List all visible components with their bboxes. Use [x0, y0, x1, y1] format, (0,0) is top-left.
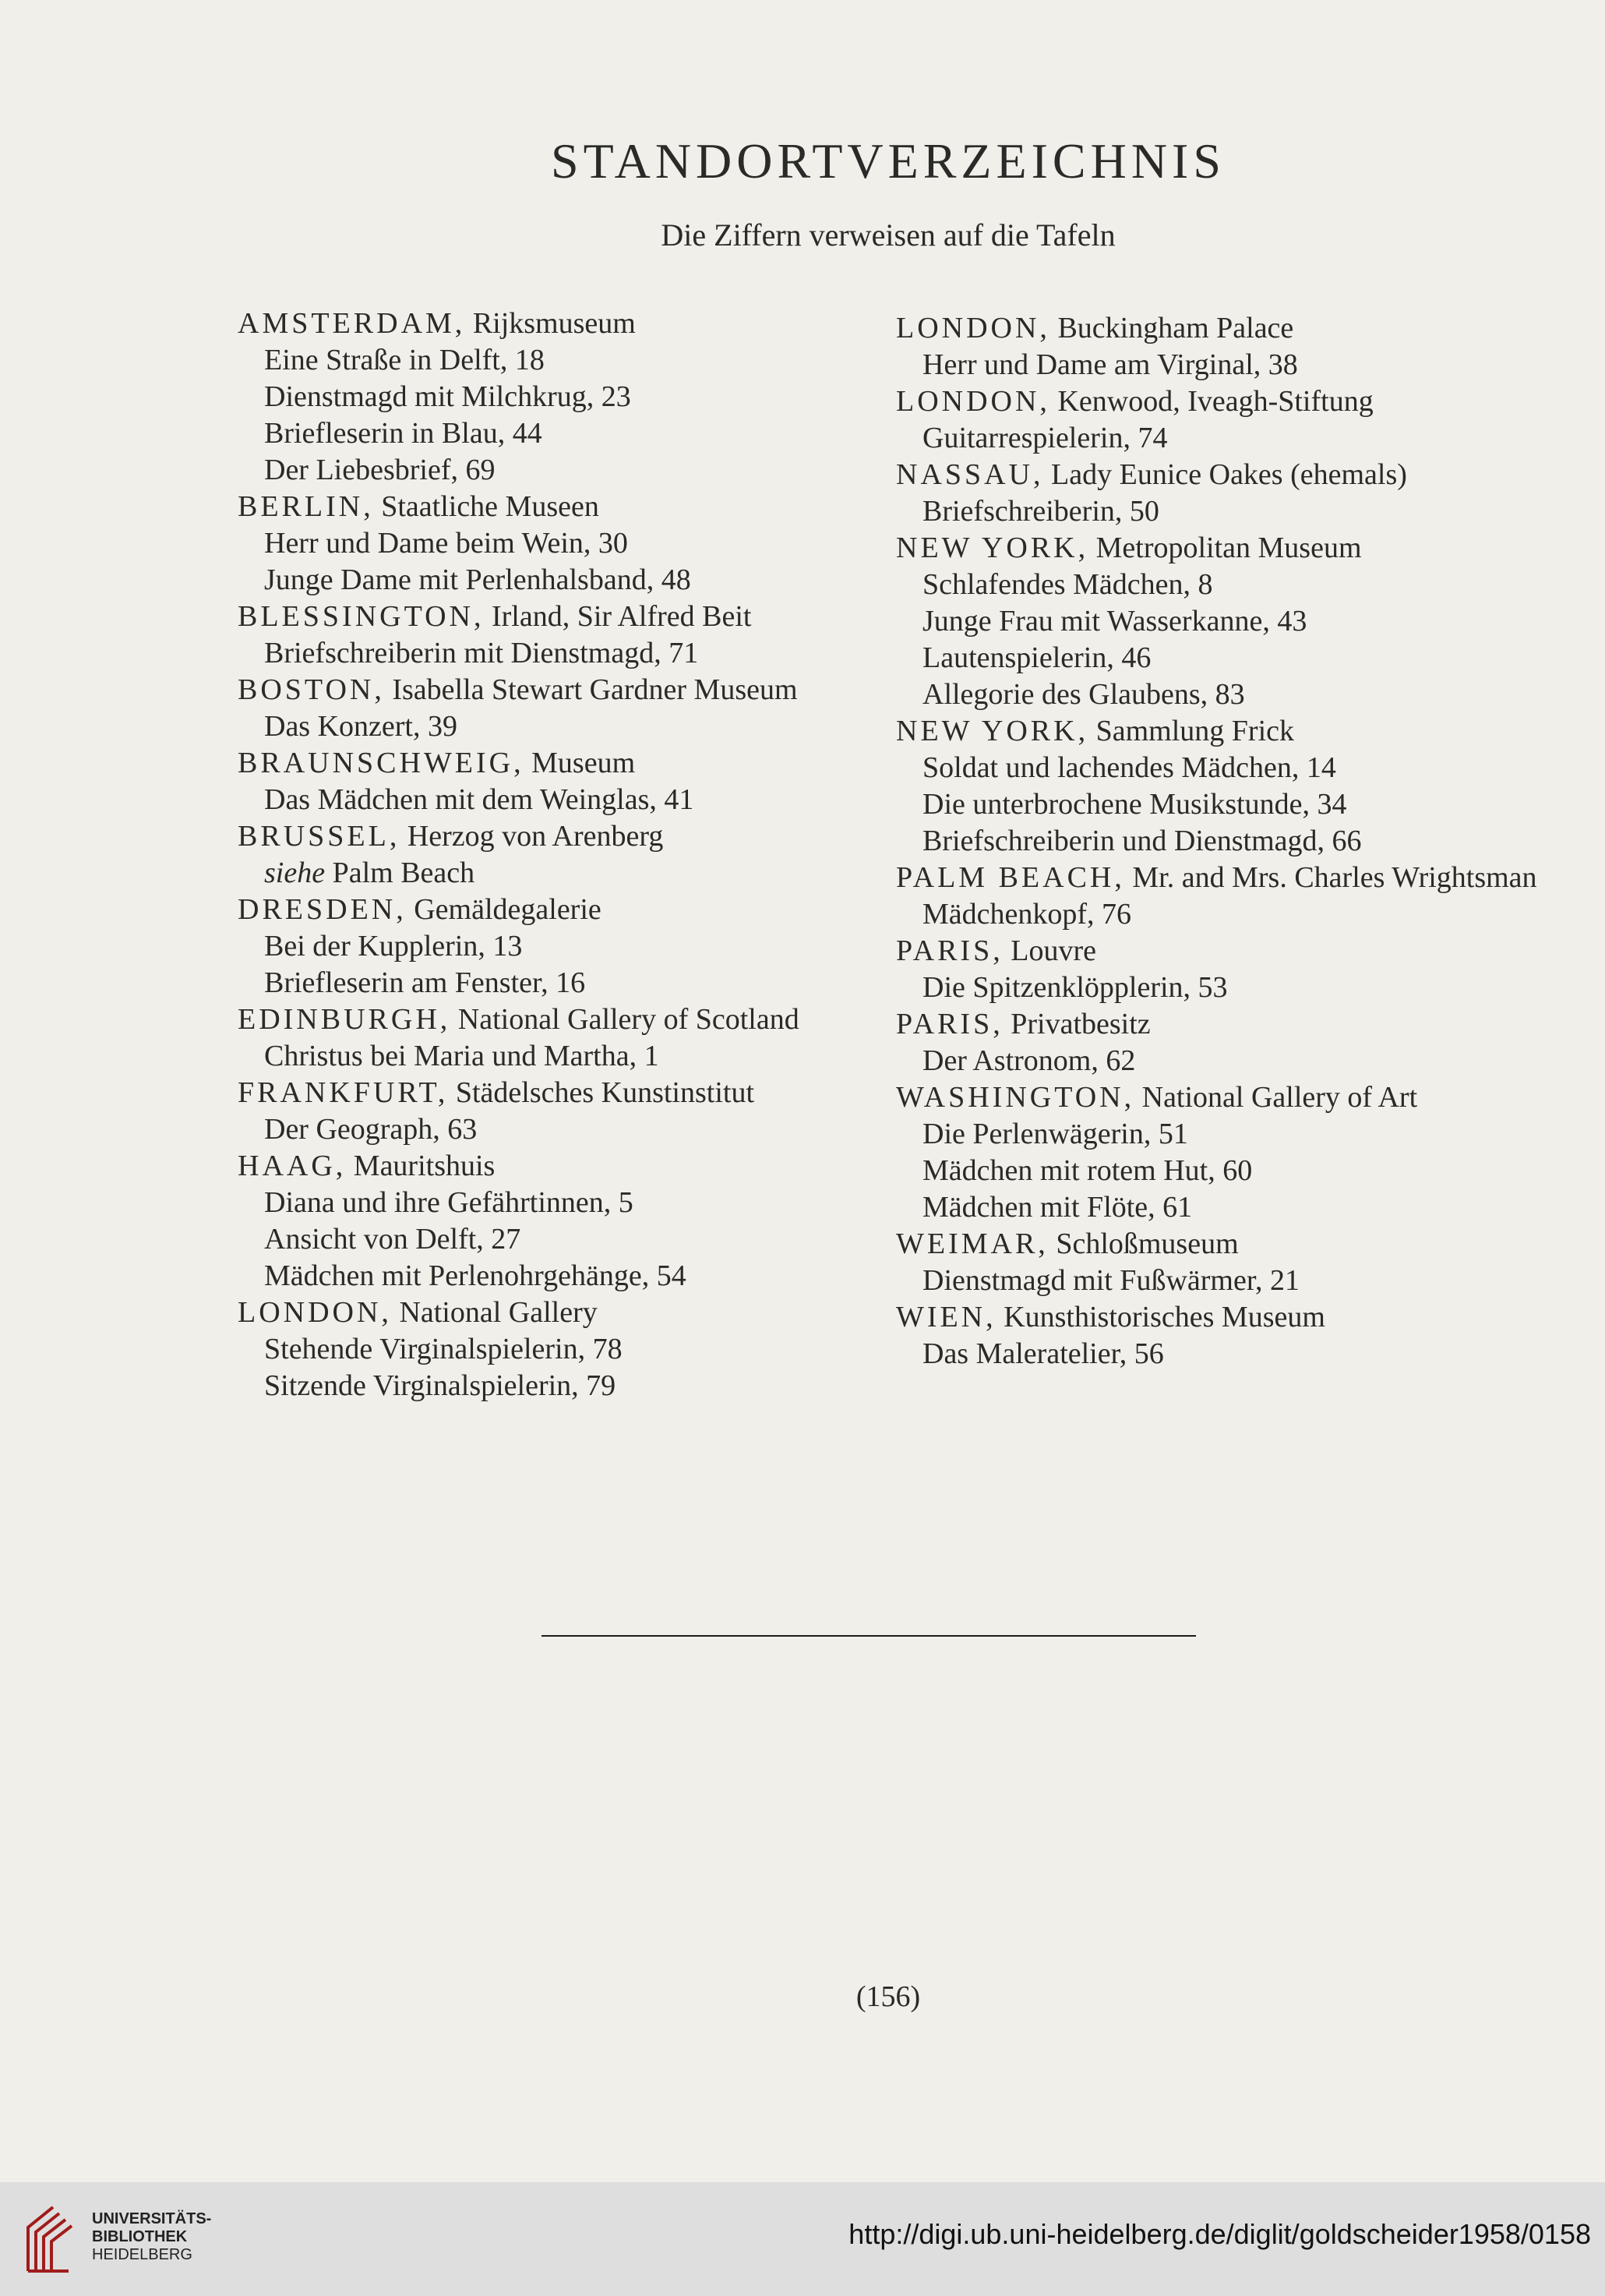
collection-name: Kunsthistorisches Museum — [1004, 1301, 1325, 1333]
collection-name: Museum — [531, 747, 636, 779]
location-heading — [896, 383, 1566, 420]
work-entry: Briefschreiberin und Dienstmagd, 66 — [922, 825, 1362, 857]
source-url[interactable]: http://digi.ub.uni-heidelberg.de/diglit/goldscheider1958/0158 — [848, 2218, 1591, 2250]
work-entry: Christus bei Maria und Martha, 1 — [264, 1040, 659, 1072]
location-heading — [238, 818, 884, 855]
work-entry: Bei der Kupplerin, 13 — [264, 930, 523, 963]
siehe-label: siehe — [264, 857, 326, 889]
city-name: WASHINGTON, — [896, 1081, 1135, 1114]
location-heading — [896, 1079, 1566, 1116]
library-name-line: HEIDELBERG — [92, 2246, 192, 2263]
collection-name: National Gallery of Scotland — [457, 1003, 799, 1036]
city-name: LONDON, — [896, 385, 1050, 418]
work-entry: Briefschreiberin, 50 — [922, 495, 1159, 528]
collection-name: Privatbesitz — [1011, 1008, 1151, 1040]
location-heading — [896, 713, 1566, 750]
city-name: EDINBURGH, — [238, 1003, 451, 1036]
location-heading — [238, 672, 884, 708]
cross-reference-target: Palm Beach — [332, 857, 475, 889]
city-name: NEW YORK, — [896, 715, 1089, 747]
collection-name: Louvre — [1011, 934, 1096, 967]
location-heading — [896, 310, 1566, 347]
location-heading — [238, 599, 884, 635]
city-name: NEW YORK, — [896, 532, 1089, 564]
cross-reference — [238, 855, 884, 892]
work-entry: Die unterbrochene Musikstunde, 34 — [922, 788, 1347, 821]
work-entry: Mädchen mit Flöte, 61 — [922, 1191, 1193, 1224]
city-name: PARIS, — [896, 934, 1004, 967]
city-name: FRANKFURT, — [238, 1076, 449, 1109]
work-entry: Mädchen mit Perlenohrgehänge, 54 — [264, 1259, 686, 1292]
city-name: DRESDEN, — [238, 893, 407, 926]
location-heading — [896, 1006, 1566, 1043]
library-logo-icon — [22, 2201, 90, 2276]
collection-name: Gemäldegalerie — [414, 893, 601, 926]
collection-name: Staatliche Museen — [381, 490, 599, 523]
library-name-line: UNIVERSITÄTS- — [92, 2210, 212, 2227]
collection-name: Städelsches Kunstinstitut — [455, 1076, 754, 1109]
city-name: BLESSINGTON, — [238, 600, 485, 633]
work-entry: Lautenspielerin, 46 — [922, 641, 1152, 674]
collection-name: Irland, Sir Alfred Beit — [492, 600, 752, 633]
location-heading — [896, 530, 1566, 567]
work-entry: Briefleserin in Blau, 44 — [264, 417, 542, 450]
location-heading — [238, 1075, 884, 1111]
city-name: PALM BEACH, — [896, 861, 1125, 894]
work-entry: Guitarrespielerin, 74 — [922, 422, 1168, 454]
footer-bar — [0, 2182, 1605, 2296]
collection-name: Rijksmuseum — [472, 307, 636, 340]
work-entry: Herr und Dame beim Wein, 30 — [264, 527, 628, 560]
work-entry: Schlafendes Mädchen, 8 — [922, 568, 1213, 601]
location-heading — [896, 860, 1566, 896]
work-entry: Junge Frau mit Wasserkanne, 43 — [922, 605, 1307, 638]
location-heading — [238, 745, 884, 782]
work-entry: Briefleserin am Fenster, 16 — [264, 966, 586, 999]
library-name-line: BIBLIOTHEK — [92, 2228, 188, 2245]
work-entry: Sitzende Virginalspielerin, 79 — [264, 1369, 616, 1402]
page-subtitle: Die Ziffern verweisen auf die Tafeln — [661, 217, 1116, 253]
page-title: STANDORTVERZEICHNIS — [551, 133, 1226, 189]
city-name: LONDON, — [238, 1296, 392, 1329]
collection-name: Mauritshuis — [353, 1150, 496, 1182]
work-entry: Ansicht von Delft, 27 — [264, 1223, 521, 1256]
left-column — [238, 306, 884, 1404]
location-heading — [238, 1295, 884, 1331]
location-heading — [896, 1226, 1566, 1263]
city-name: WIEN, — [896, 1301, 997, 1333]
collection-name: National Gallery of Art — [1141, 1081, 1418, 1114]
collection-name: Isabella Stewart Gardner Museum — [392, 673, 798, 706]
work-entry: Soldat und lachendes Mädchen, 14 — [922, 751, 1336, 784]
collection-name: Lady Eunice Oakes (ehemals) — [1051, 458, 1407, 491]
section-divider — [541, 1635, 1196, 1637]
location-heading — [238, 1001, 884, 1038]
work-entry: Herr und Dame am Virginal, 38 — [922, 348, 1298, 381]
city-name: PARIS, — [896, 1008, 1004, 1040]
page-number: (156) — [855, 1980, 921, 2013]
work-entry: Junge Dame mit Perlenhalsband, 48 — [264, 563, 691, 596]
city-name: BRUSSEL, — [238, 820, 400, 853]
work-entry: Der Liebesbrief, 69 — [264, 454, 496, 486]
collection-name: Mr. and Mrs. Charles Wrightsman — [1132, 861, 1537, 894]
work-entry: Eine Straße in Delft, 18 — [264, 344, 545, 376]
work-entry: Stehende Virginalspielerin, 78 — [264, 1333, 623, 1365]
work-entry: Mädchenkopf, 76 — [922, 898, 1132, 931]
location-heading — [896, 457, 1566, 493]
city-name: BERLIN, — [238, 490, 374, 523]
city-name: WEIMAR, — [896, 1227, 1049, 1260]
location-heading — [238, 892, 884, 928]
right-column — [896, 310, 1566, 1372]
location-heading — [896, 933, 1566, 970]
location-heading — [896, 1299, 1566, 1336]
work-entry: Dienstmagd mit Fußwärmer, 21 — [922, 1264, 1300, 1297]
location-heading — [238, 1148, 884, 1185]
work-entry: Die Perlenwägerin, 51 — [922, 1118, 1188, 1150]
collection-name: Sammlung Frick — [1095, 715, 1294, 747]
work-entry: Das Konzert, 39 — [264, 710, 457, 743]
work-entry: Allegorie des Glaubens, 83 — [922, 678, 1245, 711]
collection-name: Metropolitan Museum — [1095, 532, 1362, 564]
city-name: BOSTON, — [238, 673, 385, 706]
work-entry: Das Maleratelier, 56 — [922, 1337, 1164, 1370]
location-heading — [238, 489, 884, 525]
collection-name: Schloßmuseum — [1056, 1227, 1239, 1260]
collection-name: Buckingham Palace — [1057, 312, 1294, 344]
city-name: BRAUNSCHWEIG, — [238, 747, 524, 779]
location-heading — [238, 306, 884, 342]
city-name: HAAG, — [238, 1150, 347, 1182]
work-entry: Mädchen mit rotem Hut, 60 — [922, 1154, 1253, 1187]
collection-name: National Gallery — [399, 1296, 598, 1329]
work-entry: Der Astronom, 62 — [922, 1044, 1136, 1077]
city-name: AMSTERDAM, — [238, 307, 466, 340]
work-entry: Dienstmagd mit Milchkrug, 23 — [264, 380, 631, 413]
work-entry: Die Spitzenklöpplerin, 53 — [922, 971, 1228, 1004]
work-entry: Der Geograph, 63 — [264, 1113, 478, 1146]
city-name: NASSAU, — [896, 458, 1044, 491]
city-name: LONDON, — [896, 312, 1050, 344]
work-entry: Diana und ihre Gefährtinnen, 5 — [264, 1186, 633, 1219]
collection-name: Herzog von Arenberg — [407, 820, 664, 853]
work-entry: Das Mädchen mit dem Weinglas, 41 — [264, 783, 694, 816]
work-entry: Briefschreiberin mit Dienstmagd, 71 — [264, 637, 699, 669]
collection-name: Kenwood, Iveagh-Stiftung — [1057, 385, 1374, 418]
library-name — [92, 2210, 211, 2264]
